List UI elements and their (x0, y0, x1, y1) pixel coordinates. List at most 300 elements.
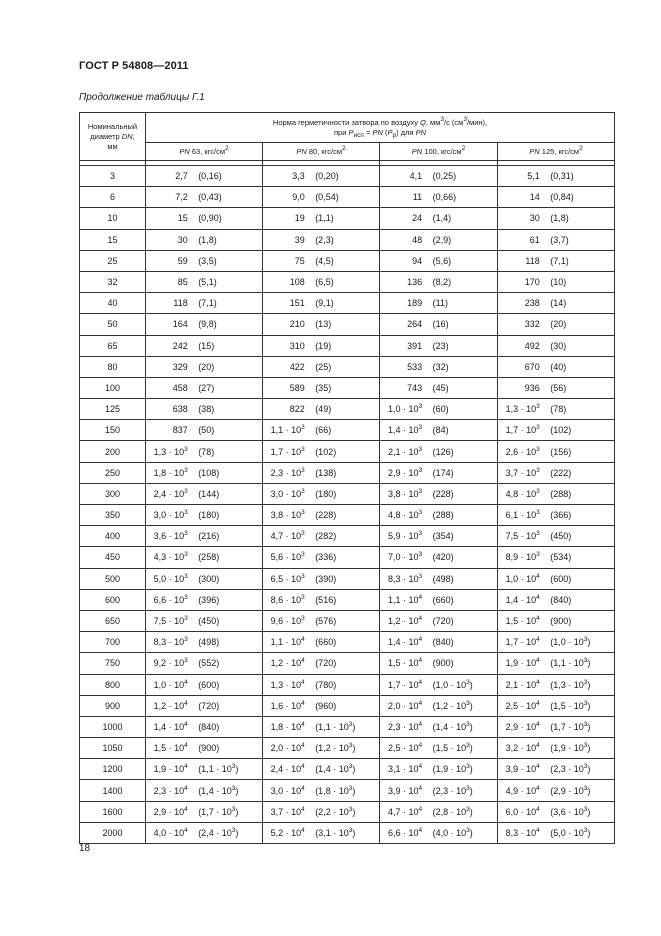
value-cm3-per-min: (78) (550, 404, 567, 415)
value-mm3-per-s: $2,3 \cdot 10^3$ (270, 466, 305, 478)
norm-cell (146, 208, 263, 229)
dn-cell: 32 (80, 271, 146, 292)
value-cm3-per-min: (108) (198, 467, 220, 478)
value-mm3-per-s: $3,0 \cdot 10^3$ (153, 509, 188, 521)
norm-cell (498, 250, 615, 271)
value-cm3-per-min: (144) (198, 488, 220, 499)
norm-cell (498, 589, 615, 610)
value-mm3-per-s: 533 (407, 361, 423, 372)
dn-cell: 10 (80, 208, 146, 229)
value-cm3-per-min: (30) (550, 340, 567, 351)
norm-cell (263, 420, 380, 441)
value-mm3-per-s: $4,7 \cdot 10^4$ (387, 805, 423, 817)
value-mm3-per-s: $3,1 \cdot 10^4$ (387, 763, 423, 775)
norm-cell (380, 166, 498, 187)
norm-cell (146, 780, 263, 801)
value-mm3-per-s: $1,7 \cdot 10^3$ (505, 424, 540, 436)
norm-cell (498, 759, 615, 780)
value-cm3-per-min: (0,20) (315, 171, 339, 182)
value-cm3-per-min: $(1,3 \cdot 10^3)$ (550, 678, 591, 690)
value-cm3-per-min: (576) (315, 616, 337, 627)
value-mm3-per-s: $4,0 \cdot 10^4$ (153, 826, 188, 838)
value-mm3-per-s: $1,2 \cdot 10^4$ (270, 657, 305, 669)
dn-cell: 15 (80, 229, 146, 250)
value-mm3-per-s: $5,9 \cdot 10^3$ (387, 530, 423, 542)
value-mm3-per-s: 391 (407, 340, 423, 351)
norm-column-header: Норма герметичности затвора по воздуху Q, $мм^3/с$ $(см^3/мин)$, при $P_{исп}$ = PN $(P_р)$ для PN (146, 113, 615, 143)
norm-cell (380, 547, 498, 568)
value-mm3-per-s: 30 (529, 213, 540, 224)
value-mm3-per-s: $5,0 \cdot 10^3$ (153, 572, 188, 584)
table-row (80, 335, 615, 356)
value-mm3-per-s: 743 (407, 382, 423, 393)
value-mm3-per-s: 48 (412, 234, 423, 245)
norm-cell (146, 335, 263, 356)
value-cm3-per-min: (7,1) (550, 255, 569, 266)
value-mm3-per-s: 9,0 (292, 192, 305, 203)
norm-cell (380, 293, 498, 314)
value-mm3-per-s: 458 (172, 382, 188, 393)
value-cm3-per-min: (16) (432, 319, 449, 330)
value-mm3-per-s: 94 (412, 255, 423, 266)
dn-cell: 25 (80, 250, 146, 271)
value-cm3-per-min: (156) (550, 446, 572, 457)
value-mm3-per-s: $2,1 \cdot 10^4$ (505, 678, 540, 690)
norm-cell (380, 738, 498, 759)
norm-cell (498, 293, 615, 314)
norm-cell (498, 399, 615, 420)
value-mm3-per-s: 39 (294, 234, 305, 245)
value-cm3-per-min: (396) (198, 594, 220, 605)
table-row (80, 208, 615, 229)
value-cm3-per-min: $(1,1 \cdot 10^3)$ (550, 657, 591, 669)
table-caption: Продолжение таблицы Г.1 (79, 92, 205, 103)
value-cm3-per-min: (9,1) (315, 298, 334, 309)
value-mm3-per-s: $1,8 \cdot 10^3$ (153, 466, 188, 478)
norm-cell (146, 399, 263, 420)
table-row (80, 420, 615, 441)
norm-cell (498, 314, 615, 335)
norm-cell (263, 293, 380, 314)
table-row (80, 462, 615, 483)
dn-cell: 2000 (80, 822, 146, 843)
value-cm3-per-min: $(1,5 \cdot 10^3)$ (432, 742, 473, 754)
value-cm3-per-min: (102) (550, 425, 572, 436)
value-mm3-per-s: $1,6 \cdot 10^4$ (270, 699, 305, 711)
dn-cell: 3 (80, 166, 146, 187)
norm-cell (263, 399, 380, 420)
table-row (80, 801, 615, 822)
value-cm3-per-min: (366) (550, 510, 572, 521)
value-mm3-per-s: $7,5 \cdot 10^3$ (505, 530, 540, 542)
table-row (80, 759, 615, 780)
norm-cell (146, 250, 263, 271)
value-mm3-per-s: $7,0 \cdot 10^3$ (387, 551, 423, 563)
value-cm3-per-min: (900) (550, 616, 572, 627)
value-cm3-per-min: (102) (315, 446, 337, 457)
dn-cell: 1400 (80, 780, 146, 801)
norm-cell (263, 610, 380, 631)
value-mm3-per-s: 332 (524, 319, 540, 330)
value-mm3-per-s: $1,0 \cdot 10^4$ (505, 572, 540, 584)
norm-cell (146, 505, 263, 526)
norm-cell (380, 632, 498, 653)
value-cm3-per-min: (840) (198, 721, 220, 732)
value-cm3-per-min: (7,1) (198, 298, 217, 309)
norm-cell (498, 801, 615, 822)
norm-cell (380, 420, 498, 441)
value-cm3-per-min: (420) (432, 552, 454, 563)
norm-cell (263, 356, 380, 377)
norm-cell (146, 801, 263, 822)
value-cm3-per-min: (222) (550, 467, 572, 478)
value-mm3-per-s: 310 (289, 340, 305, 351)
value-mm3-per-s: $3,2 \cdot 10^4$ (505, 742, 540, 754)
norm-cell (498, 335, 615, 356)
value-mm3-per-s: $3,7 \cdot 10^4$ (270, 805, 305, 817)
norm-cell (263, 250, 380, 271)
value-mm3-per-s: $2,3 \cdot 10^4$ (153, 784, 188, 796)
value-mm3-per-s: $2,6 \cdot 10^3$ (505, 445, 540, 457)
value-mm3-per-s: $4,3 \cdot 10^3$ (153, 551, 188, 563)
value-cm3-per-min: (600) (198, 679, 220, 690)
value-mm3-per-s: $1,2 \cdot 10^4$ (387, 615, 423, 627)
value-cm3-per-min: (38) (198, 404, 215, 415)
norm-cell (380, 229, 498, 250)
value-cm3-per-min: (450) (550, 531, 572, 542)
value-cm3-per-min: (19) (315, 340, 332, 351)
value-mm3-per-s: $4,8 \cdot 10^3$ (387, 509, 423, 521)
table-row (80, 674, 615, 695)
value-cm3-per-min: (900) (432, 658, 454, 669)
table-row (80, 738, 615, 759)
value-cm3-per-min: (45) (432, 382, 449, 393)
value-cm3-per-min: $(1,0 \cdot 10^3)$ (550, 636, 591, 648)
dn-cell: 500 (80, 568, 146, 589)
norm-cell (498, 632, 615, 653)
value-cm3-per-min: (1,8) (550, 213, 569, 224)
value-cm3-per-min: (3,5) (198, 255, 217, 266)
value-mm3-per-s: 422 (289, 361, 305, 372)
norm-cell (146, 314, 263, 335)
table-body (80, 161, 615, 844)
table-row (80, 271, 615, 292)
value-cm3-per-min: (450) (198, 616, 220, 627)
norm-cell (263, 377, 380, 398)
norm-cell (263, 462, 380, 483)
norm-cell (498, 229, 615, 250)
norm-cell (263, 229, 380, 250)
value-cm3-per-min: $(1,1 \cdot 10^3)$ (198, 763, 239, 775)
dn-cell: 300 (80, 483, 146, 504)
value-cm3-per-min: (336) (315, 552, 337, 563)
table-row (80, 505, 615, 526)
table-row (80, 547, 615, 568)
value-mm3-per-s: $2,5 \cdot 10^4$ (387, 742, 423, 754)
table-row (80, 293, 615, 314)
value-mm3-per-s: 136 (407, 277, 423, 288)
norm-cell (380, 314, 498, 335)
norm-cell (498, 547, 615, 568)
value-mm3-per-s: 164 (172, 319, 188, 330)
norm-cell (263, 314, 380, 335)
value-mm3-per-s: $4,8 \cdot 10^3$ (505, 487, 540, 499)
value-mm3-per-s: $5,6 \cdot 10^3$ (270, 551, 305, 563)
table-row (80, 441, 615, 462)
value-mm3-per-s: $1,7 \cdot 10^4$ (387, 678, 423, 690)
dn-cell: 900 (80, 695, 146, 716)
value-cm3-per-min: $(1,8 \cdot 10^3)$ (315, 784, 356, 796)
value-mm3-per-s: $1,5 \cdot 10^4$ (387, 657, 423, 669)
norm-cell (146, 822, 263, 843)
value-mm3-per-s: $3,9 \cdot 10^4$ (387, 784, 423, 796)
norm-cell (263, 589, 380, 610)
value-cm3-per-min: (14) (550, 298, 567, 309)
dn-cell: 800 (80, 674, 146, 695)
norm-cell (380, 610, 498, 631)
value-cm3-per-min: $(1,7 \cdot 10^3)$ (198, 805, 239, 817)
value-mm3-per-s: $1,4 \cdot 10^3$ (387, 424, 423, 436)
value-mm3-per-s: $2,9 \cdot 10^4$ (153, 805, 188, 817)
table-row (80, 187, 615, 208)
value-cm3-per-min: (660) (432, 594, 454, 605)
norm-cell (263, 568, 380, 589)
value-mm3-per-s: 15 (177, 213, 188, 224)
value-mm3-per-s: $2,4 \cdot 10^4$ (270, 763, 305, 775)
document-header: ГОСТ Р 54808—2011 (79, 60, 189, 72)
value-cm3-per-min: (258) (198, 552, 220, 563)
norm-cell (146, 420, 263, 441)
value-cm3-per-min: (8,2) (432, 277, 452, 288)
norm-cell (263, 166, 380, 187)
dn-cell: 125 (80, 399, 146, 420)
value-mm3-per-s: 85 (177, 277, 188, 288)
value-cm3-per-min: (9,8) (198, 319, 217, 330)
value-mm3-per-s: $5,2 \cdot 10^4$ (270, 826, 305, 838)
table-row (80, 229, 615, 250)
value-mm3-per-s: $8,6 \cdot 10^3$ (270, 593, 305, 605)
pn-header-125: PN 125, кгс/$см^2$ (498, 143, 615, 161)
value-mm3-per-s: $8,9 \cdot 10^3$ (505, 551, 540, 563)
dn-cell: 700 (80, 632, 146, 653)
value-cm3-per-min: (15) (198, 340, 215, 351)
norm-cell (263, 801, 380, 822)
value-mm3-per-s: $6,0 \cdot 10^4$ (505, 805, 540, 817)
value-mm3-per-s: $7,5 \cdot 10^3$ (153, 615, 188, 627)
dn-cell: 1050 (80, 738, 146, 759)
norm-cell (380, 462, 498, 483)
value-cm3-per-min: $(2,8 \cdot 10^3)$ (432, 805, 473, 817)
norm-cell (380, 335, 498, 356)
value-mm3-per-s: $3,0 \cdot 10^3$ (270, 487, 305, 499)
norm-cell (498, 738, 615, 759)
norm-cell (380, 695, 498, 716)
value-cm3-per-min: (840) (432, 637, 454, 648)
value-mm3-per-s: $4,9 \cdot 10^4$ (505, 784, 540, 796)
value-cm3-per-min: (1,8) (198, 234, 217, 245)
value-mm3-per-s: 936 (524, 382, 540, 393)
value-mm3-per-s: $1,7 \cdot 10^3$ (270, 445, 305, 457)
dn-cell: 200 (80, 441, 146, 462)
dn-cell: 400 (80, 526, 146, 547)
norm-cell (146, 187, 263, 208)
table-row (80, 526, 615, 547)
value-cm3-per-min: (27) (198, 382, 215, 393)
value-mm3-per-s: $8,3 \cdot 10^3$ (387, 572, 423, 584)
norm-cell (498, 780, 615, 801)
value-cm3-per-min: $(1,5 \cdot 10^3)$ (550, 699, 591, 711)
dn-cell: 50 (80, 314, 146, 335)
table-row (80, 483, 615, 504)
value-mm3-per-s: 59 (177, 255, 188, 266)
value-cm3-per-min: (49) (315, 404, 332, 415)
value-mm3-per-s: $1,8 \cdot 10^4$ (270, 720, 305, 732)
dn-cell: 1200 (80, 759, 146, 780)
dn-cell: 1600 (80, 801, 146, 822)
value-cm3-per-min: $(2,9 \cdot 10^3)$ (550, 784, 591, 796)
value-cm3-per-min: $(1,0 \cdot 10^3)$ (432, 678, 473, 690)
leakage-norm-table (79, 112, 615, 844)
norm-cell (146, 166, 263, 187)
norm-cell (263, 780, 380, 801)
value-mm3-per-s: 19 (294, 213, 305, 224)
table-row (80, 695, 615, 716)
norm-cell (498, 271, 615, 292)
norm-cell (263, 187, 380, 208)
dn-cell: 600 (80, 589, 146, 610)
table-row (80, 399, 615, 420)
value-cm3-per-min: (5,6) (432, 255, 452, 266)
page-number: 18 (79, 843, 91, 854)
table-row (80, 568, 615, 589)
value-cm3-per-min: (720) (432, 616, 454, 627)
norm-cell (498, 420, 615, 441)
pn-header-63: PN 63, кгс/$см^2$ (146, 143, 263, 161)
value-cm3-per-min: (900) (198, 743, 220, 754)
value-cm3-per-min: (11) (432, 298, 448, 309)
value-cm3-per-min: (20) (550, 319, 567, 330)
value-mm3-per-s: $4,7 \cdot 10^3$ (270, 530, 305, 542)
table-row (80, 716, 615, 737)
norm-cell (146, 568, 263, 589)
norm-cell (498, 653, 615, 674)
norm-cell (146, 356, 263, 377)
dn-cell: 150 (80, 420, 146, 441)
value-cm3-per-min: $(2,4 \cdot 10^3)$ (198, 826, 239, 838)
value-cm3-per-min: $(1,4 \cdot 10^3)$ (315, 763, 356, 775)
table-row (80, 377, 615, 398)
value-mm3-per-s: $1,2 \cdot 10^4$ (153, 699, 188, 711)
value-mm3-per-s: $2,5 \cdot 10^4$ (505, 699, 540, 711)
norm-cell (498, 462, 615, 483)
value-mm3-per-s: $1,0 \cdot 10^3$ (387, 403, 423, 415)
value-cm3-per-min: $(3,1 \cdot 10^3)$ (315, 826, 356, 838)
value-mm3-per-s: 118 (173, 298, 188, 309)
value-cm3-per-min: (0,66) (432, 192, 457, 203)
value-cm3-per-min: (354) (432, 531, 454, 542)
value-cm3-per-min: (2,3) (315, 234, 334, 245)
value-mm3-per-s: 210 (289, 319, 305, 330)
value-cm3-per-min: (0,25) (432, 171, 457, 182)
norm-cell (380, 589, 498, 610)
norm-cell (263, 526, 380, 547)
norm-cell (498, 441, 615, 462)
norm-cell (498, 505, 615, 526)
value-cm3-per-min: (56) (550, 382, 567, 393)
value-cm3-per-min: (0,16) (198, 171, 222, 182)
value-mm3-per-s: $6,5 \cdot 10^3$ (270, 572, 305, 584)
value-cm3-per-min: (780) (315, 679, 337, 690)
value-cm3-per-min: (660) (315, 637, 337, 648)
value-mm3-per-s: $2,9 \cdot 10^3$ (387, 466, 423, 478)
value-mm3-per-s: $8,3 \cdot 10^4$ (505, 826, 540, 838)
value-mm3-per-s: $6,6 \cdot 10^3$ (153, 593, 188, 605)
value-mm3-per-s: 242 (172, 340, 188, 351)
value-cm3-per-min: (10) (550, 277, 567, 288)
table-row (80, 610, 615, 631)
value-cm3-per-min: (288) (432, 510, 454, 521)
table-row (80, 780, 615, 801)
value-mm3-per-s: 492 (524, 340, 540, 351)
value-cm3-per-min: (534) (550, 552, 572, 563)
value-cm3-per-min: (4,5) (315, 255, 334, 266)
norm-cell (146, 483, 263, 504)
norm-cell (380, 653, 498, 674)
value-cm3-per-min: (840) (550, 594, 572, 605)
value-mm3-per-s: 670 (524, 361, 540, 372)
norm-cell (380, 759, 498, 780)
value-mm3-per-s: $2,3 \cdot 10^4$ (387, 720, 423, 732)
norm-cell (380, 208, 498, 229)
norm-cell (146, 695, 263, 716)
norm-cell (380, 187, 498, 208)
value-mm3-per-s: 2,7 (175, 171, 188, 182)
value-mm3-per-s: 108 (289, 277, 305, 288)
norm-cell (146, 526, 263, 547)
value-cm3-per-min: (228) (432, 488, 454, 499)
norm-cell (146, 377, 263, 398)
value-mm3-per-s: $9,6 \cdot 10^3$ (270, 615, 305, 627)
norm-cell (380, 526, 498, 547)
value-mm3-per-s: $3,7 \cdot 10^3$ (505, 466, 540, 478)
value-mm3-per-s: 822 (289, 404, 305, 415)
dn-column-header: Номинальный диаметр DN, мм (80, 113, 146, 161)
norm-cell (380, 271, 498, 292)
table-row (80, 589, 615, 610)
value-cm3-per-min: (66) (315, 425, 332, 436)
table-row (80, 653, 615, 674)
value-cm3-per-min: (1,4) (432, 213, 452, 224)
value-mm3-per-s: 4,1 (409, 171, 423, 182)
value-cm3-per-min: $(1,9 \cdot 10^3)$ (550, 742, 591, 754)
value-mm3-per-s: 264 (407, 319, 423, 330)
norm-cell (380, 801, 498, 822)
value-mm3-per-s: 837 (172, 425, 188, 436)
dn-cell: 450 (80, 547, 146, 568)
value-cm3-per-min: (0,43) (198, 192, 222, 203)
value-cm3-per-min: (50) (198, 425, 215, 436)
value-mm3-per-s: $1,4 \cdot 10^4$ (387, 636, 423, 648)
norm-cell (146, 229, 263, 250)
norm-cell (380, 399, 498, 420)
value-mm3-per-s: 75 (294, 255, 305, 266)
norm-cell (146, 674, 263, 695)
value-cm3-per-min: (5,1) (198, 277, 217, 288)
norm-cell (146, 271, 263, 292)
value-cm3-per-min: (3,7) (550, 234, 569, 245)
value-cm3-per-min: (282) (315, 531, 337, 542)
value-cm3-per-min: (0,31) (550, 171, 574, 182)
